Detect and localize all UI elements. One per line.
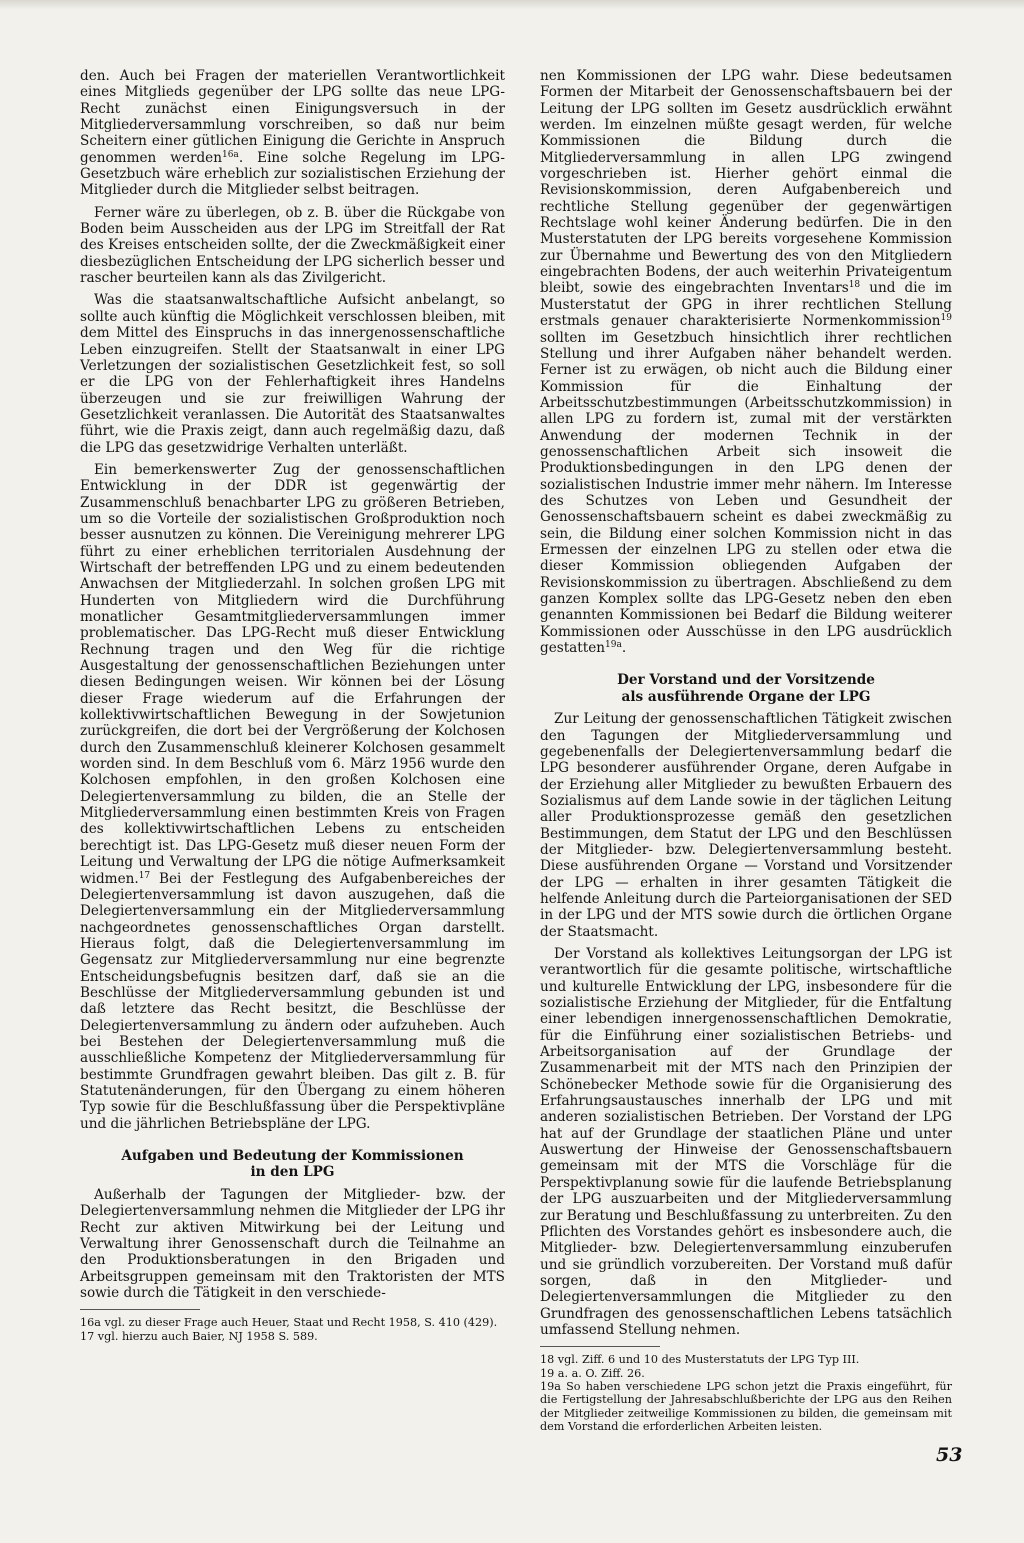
paragraph: nen Kommissionen der LPG wahr. Diese bedeutsamen Formen der Mitarbeit der Genossenschaftsbauern bei der Leitung der LPG sollten im Gesetz ausdrücklich erwähnt werden. Im einzelnen müßte gesagt werden, für welche Kommissionen die Bildung durch die Mitgliederversammlung in allen LPG zwingend vorgeschrieben ist. Hierher gehört einmal die Revisionskommission, deren Aufgabenbereich und rechtliche Stellung gegenüber der gegenwärtigen Rechtslage wohl keiner Änderung bedürfen. Die in den Musterstatuten der LPG bereits vorgesehene Kommission zur Übernahme und Bewertung des von den Mitgliedern eingebrachten Bodens, der auch weiterhin Privateigentum bleibt, sowie des eingebrachten Inventars$^{18}$ und die im Musterstatut der GPG in ihrer rechtlichen Stellung erstmals genauer charakterisierte Normenkommission$^{19}$ sollten im Gesetzbuch hinsichtlich ihrer rechtlichen Stellung und ihrer Aufgaben näher behandelt werden. Ferner ist zu erwägen, ob nicht auch die Bildung einer Kommission für die Einhaltung der Arbeitsschutzbestimmungen (Arbeitsschutzkommission) in allen LPG zu fordern ist, zumal mit der verstärkten Anwendung der modernen Technik in der genossenschaftlichen Arbeit sich insoweit die Produktionsbedingungen in den LPG denen der sozialistischen Industrie immer mehr nähern. Im Interesse des Schutzes von Leben und Gesundheit der Genossenschaftsbauern scheint es dabei zweckmäßig zu sein, die Bildung einer solchen Kommission nicht in das Ermessen der einzelnen LPG zu stellen oder etwa die dieser Kommission obliegenden Aufgaben der Revisionskommission zu übertragen. Abschließend zu dem ganzen Komplex sollte das LPG-Gesetz neben den eben genannten Kommissionen bei Bedarf die Bildung weiterer Kommissionen oder Ausschüsse in den LPG ausdrücklich gestatten$^{19a}$. [540, 68, 952, 657]
page-number: 53 [936, 1444, 963, 1466]
right-column [540, 68, 952, 1434]
paragraph: Ein bemerkenswerter Zug der genossenschaftlichen Entwicklung in der DDR ist gegenwärtig der Zusammenschluß benachbarter LPG zu größeren Betrieben, um so die Vorteile der sozialistischen Großproduktion noch besser ausnutzen zu können. Die Vereinigung mehrerer LPG führt zu einer erheblichen territorialen Ausdehnung der Wirtschaft der betreffenden LPG und zu einem bedeutenden Anwachsen der Mitgliederzahl. In solchen großen LPG mit Hunderten von Mitgliedern wird die Durchführung monatlicher Gesamtmitgliederversammlungen immer problematischer. Das LPG-Recht muß dieser Entwicklung Rechnung tragen und den Weg für die richtige Ausgestaltung der genossenschaftlichen Beziehungen unter diesen Bedingungen weisen. Wir können bei der Lösung dieser Frage wiederum auf die Erfahrungen der kollektivwirtschaftlichen Bewegung in der Sowjetunion zurückgreifen, die dort bei der Vergrößerung der Kolchosen durch den Zusammenschluß kleinerer Kolchosen gesammelt worden sind. In dem Beschluß vom 6. März 1956 wurde den Kolchosen empfohlen, in den großen Kolchosen eine Delegiertenversammlung zu bilden, die an Stelle der Mitgliederversammlung einen bestimmten Kreis von Fragen des kollektivwirtschaftlichen Lebens zu entscheiden berechtigt ist. Das LPG-Gesetz muß dieser neuen Form der Leitung und Verwaltung der LPG die nötige Aufmerksamkeit widmen.$^{17}$ Bei der Festlegung des Aufgabenbereiches der Delegiertenversammlung ist davon auszugehen, daß die Delegiertenversammlung ein der Mitgliederversammlung nachgeordnetes genossenschaftliches Organ darstellt. Hieraus folgt, daß die Delegiertenversammlung im Gegensatz zur Mitgliederversammlung nur eine begrenzte Entscheidungsbefugnis besitzen darf, daß sie an die Beschlüsse der Mitgliederversammlung gebunden ist und daß letztere das Recht besitzt, die Beschlüsse der Delegiertenversammlung zu ändern oder aufzuheben. Auch bei Bestehen der Delegiertenversammlung muß die ausschließliche Kompetenz der Mitgliederversammlung für bestimmte Grundfragen gewahrt bleiben. Das gilt z. B. für Statutenänderungen, für den Übergang zu einem höheren Typ sowie für die Beschlußfassung über die Perspektivpläne und die jährlichen Betriebspläne der LPG. [80, 461, 505, 1132]
footnote: 19a So haben verschiedene LPG schon jetzt die Praxis eingeführt, für die Fertigstellung der Jahresabschlußberichte der LPG aus den Reihen der Mitglieder zeitweilige Kommissionen zu bilden, die gemeinsam mit dem Vorstand die erforderlichen Arbeiten leisten. [540, 1380, 952, 1434]
footnote-ref: 19 [940, 313, 952, 324]
paragraph: Der Vorstand als kollektives Leitungsorgan der LPG ist verantwortlich für die gesamte politische, wirtschaftliche und kulturelle Entwicklung der LPG, insbesondere für die sozialistische Erziehung der Mitglieder, für die Entfaltung einer lebendigen innergenossenschaftlichen Demokratie, für die Einführung einer sozialistischen Betriebs- und Arbeitsorganisation auf der Grundlage der Zusammenarbeit mit der MTS nach den Prinzipien der Schönebecker Methode sowie für die Organisierung des Erfahrungsaustausches innerhalb der LPG und mit anderen sozialistischen Betrieben. Der Vorstand der LPG hat auf der Grundlage der staatlichen Pläne und unter Auswertung der Hinweise der Genossenschaftsbauern gemeinsam mit der MTS die Vorschläge für die Perspektivplanung sowie für die laufende Betriebsplanung der LPG auszuarbeiten und der Mitgliederversammlung zur Beratung und Beschlußfassung zu unterbreiten. Zu den Pflichten des Vorstandes gehört es insbesondere auch, die Mitglieder- bzw. Delegiertenversammlung einzuberufen und sie gründlich vorzubereiten. Der Vorstand muß dafür sorgen, daß in den Mitglieder- und Delegiertenversammlungen die Mitglieder zu den Grundfragen des genossenschaftlichen Lebens tatsächlich umfassend Stellung nehmen. [540, 946, 952, 1338]
footnote-divider [540, 1346, 660, 1347]
footnote: 19 a. a. O. Ziff. 26. [540, 1366, 645, 1380]
paragraph: den. Auch bei Fragen der materiellen Verantwortlichkeit eines Mitglieds gegenüber der LPG sollte das neue LPG-Recht zunächst einen Einigungsversuch in der Mitgliederversammlung vorschreiben, so daß nur beim Scheitern einer gütlichen Einigung die Gerichte in Anspruch genommen werden$^{16a}$. Eine solche Regelung im LPG-Gesetzbuch wäre erheblich zur sozialistischen Erziehung der Mitglieder durch die Mitglieder selbst beitragen. [80, 68, 505, 199]
section-heading: Der Vorstand und der Vorsitzende als ausführende Organe der LPG [617, 672, 875, 705]
left-column [80, 68, 505, 1343]
footnote-ref: 19a [605, 640, 622, 651]
footnote: 16a vgl. zu dieser Frage auch Heuer, Staat und Recht 1958, S. 410 (429). [80, 1316, 498, 1330]
footnote-ref: 16a [221, 149, 239, 160]
footnote-ref: 17 [138, 870, 151, 881]
footnote: 18 vgl. Ziff. 6 und 10 des Musterstatuts der LPG Typ III. [540, 1353, 860, 1367]
footnote-ref: 18 [848, 280, 861, 291]
page-edge [0, 0, 1024, 10]
paragraph: Außerhalb der Tagungen der Mitglieder- bzw. der Delegiertenversammlung nehmen die Mitglieder der LPG ihr Recht zur aktiven Mitwirkung bei der Leitung und Verwaltung ihrer Genossenschaft durch die Teilnahme an den Produktionsberatungen in den Brigaden und Arbeitsgruppen gemeinsam mit den Traktoristen der MTS sowie durch die Tätigkeit in den verschiede- [80, 1186, 505, 1301]
paragraph: Ferner wäre zu überlegen, ob z. B. über die Rückgabe von Boden beim Ausscheiden aus der LPG im Streitfall der Rat des Kreises entscheiden sollte, der die Zweckmäßigkeit einer diesbezüglichen Entscheidung der LPG sicherlich besser und rascher beurteilen kann als das Zivilgericht. [80, 204, 505, 287]
paragraph: Was die staatsanwaltschaftliche Aufsicht anbelangt, so sollte auch künftig die Möglichkeit verschlossen bleiben, mit dem Mittel des Einspruchs in das innergenossenschaftliche Leben einzugreifen. Stellt der Staatsanwalt in einer LPG Verletzungen der sozialistischen Gesetzlichkeit fest, so soll er die LPG von der Fehlerhaftigkeit ihres Handelns überzeugen und sie zur freiwilligen Wahrung der Gesetzlichkeit veranlassen. Die Autorität des Staatsanwaltes führt, wie die Praxis zeigt, dann auch regelmäßig dazu, daß die LPG das gesetzwidrige Verhalten unterläßt. [80, 292, 505, 456]
footnote-divider [80, 1309, 200, 1310]
paragraph: Zur Leitung der genossenschaftlichen Tätigkeit zwischen den Tagungen der Mitgliederversammlung und gegebenenfalls der Delegiertenversammlung bedarf die LPG besonderer ausführender Organe, deren Aufgabe in der Erziehung aller Mitglieder zu bewußten Erbauern des Sozialismus auf dem Lande sowie in der täglichen Leitung aller Produktionsprozesse gemäß den gesetzlichen Bestimmungen, dem Statut der LPG und den Beschlüssen der Mitglieder- bzw. Delegiertenversammlung besteht. Diese ausführenden Organe — Vorstand und Vorsitzender der LPG — erhalten in ihrer gesamten Tätigkeit die helfende Anleitung durch die Parteiorganisationen der SED in der LPG und der MTS sowie durch die örtlichen Organe der Staatsmacht. [540, 711, 952, 940]
section-heading: Aufgaben und Bedeutung der Kommissionen in den LPG [121, 1148, 464, 1181]
footnote: 17 vgl. hierzu auch Baier, NJ 1958 S. 589. [80, 1329, 318, 1343]
